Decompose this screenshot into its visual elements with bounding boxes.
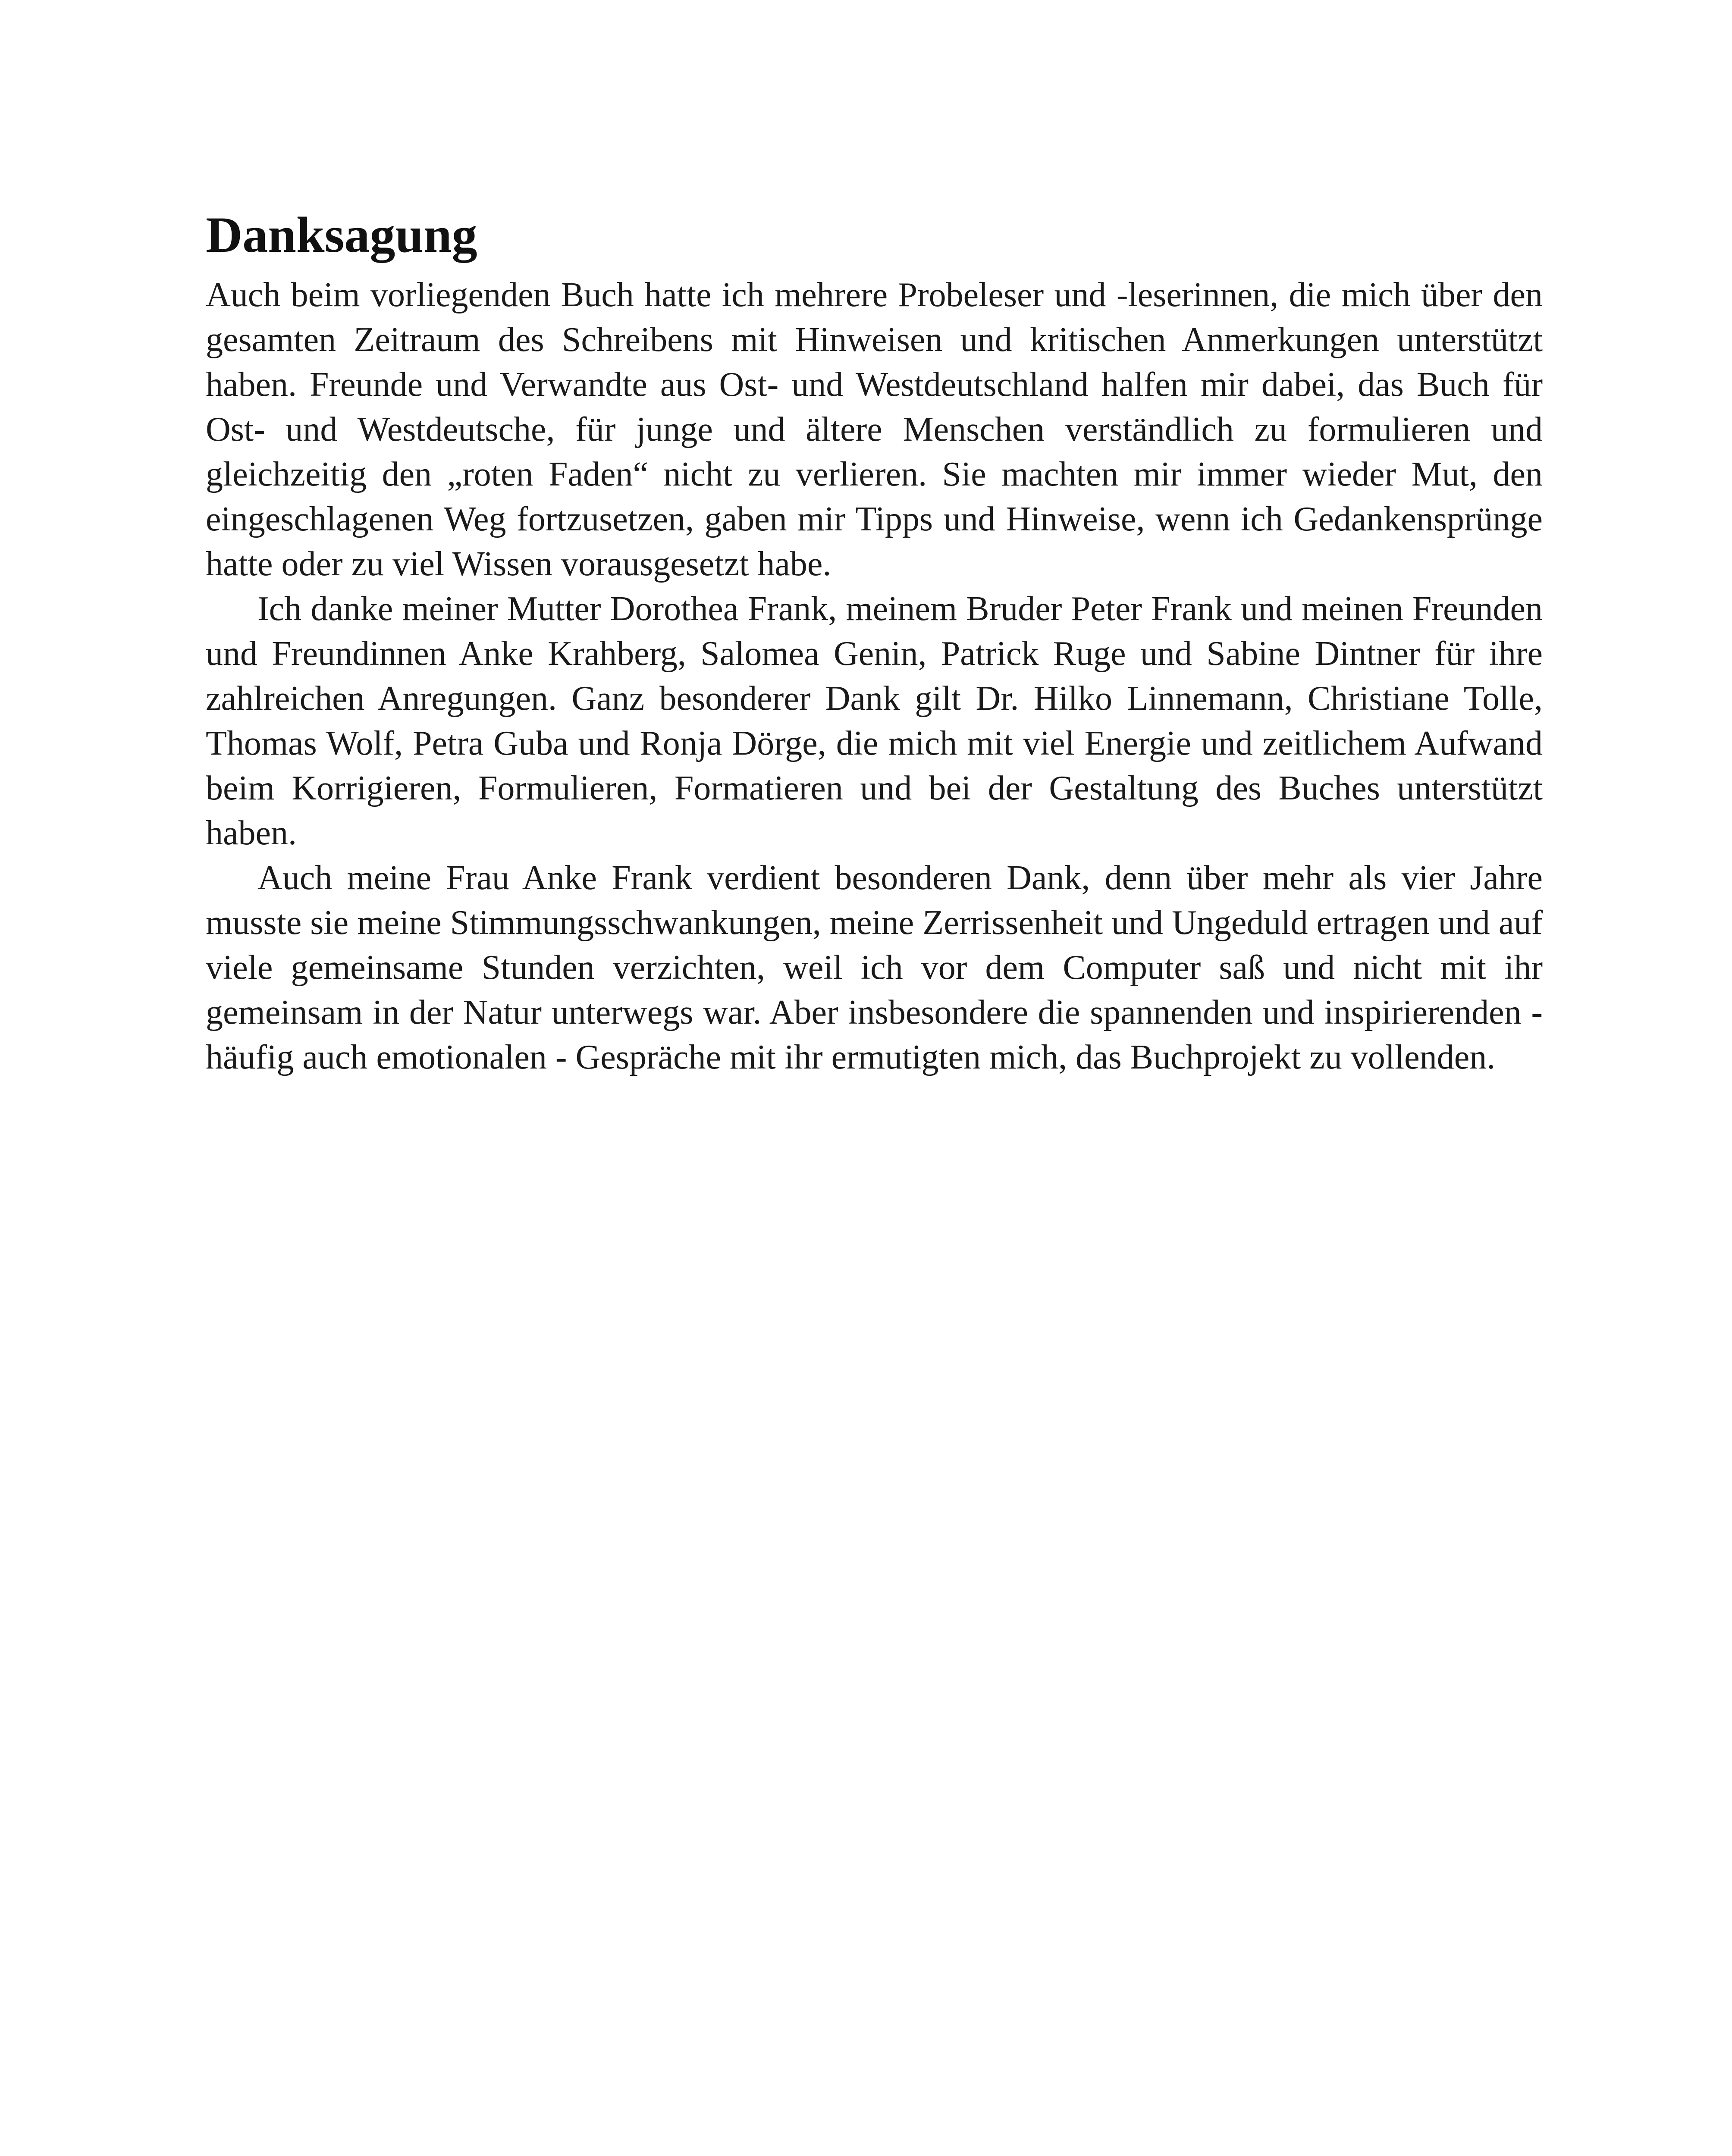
paragraph-2: Ich danke meiner Mutter Dorothea Frank, meinem Bruder Peter Frank und meinen Freunden und Freundinnen Anke Krahberg, Salomea Genin, Patrick Ruge und Sabine Dintner für ihre zahlreichen Anregungen. Ganz besonderer Dank gilt Dr. Hilko Linnemann, Christiane Tolle, Thomas Wolf, Petra Guba und Ronja Dörge, die mich mit viel Energie und zeitlichem Aufwand beim Korrigieren, Formulieren, Formatieren und bei der Gestaltung des Buches unterstützt haben.	[206, 590, 1543, 852]
page-content	[206, 203, 1543, 1080]
paragraph-3: Auch meine Frau Anke Frank verdient besonderen Dank, denn über mehr als vier Jahre musste sie meine Stimmungsschwankungen, meine Zerrissenheit und Ungeduld ertragen und auf viele gemeinsame Stunden verzichten, weil ich vor dem Computer saß und nicht mit ihr gemeinsam in der Natur unterwegs war. Aber insbesondere die spannenden und inspirierenden - häufig auch emotionalen - Gespräche mit ihr ermutigten mich, das Buchprojekt zu vollenden.	[206, 859, 1543, 1076]
paragraph-1: Auch beim vorliegenden Buch hatte ich mehrere Probeleser und -leserinnen, die mich über den gesamten Zeitraum des Schreibens mit Hinweisen und kritischen Anmerkungen unterstützt haben. Freunde und Verwandte aus Ost- und Westdeutschland halfen mir dabei, das Buch für Ost- und Westdeutsche, für junge und ältere Menschen verständlich zu formulieren und gleichzeitig den „roten Faden“ nicht zu verlieren. Sie machten mir immer wieder Mut, den eingeschlagenen Weg fortzusetzen, gaben mir Tipps und Hinweise, wenn ich Gedankensprünge hatte oder zu viel Wissen vorausgesetzt habe.	[206, 276, 1543, 583]
page-title: Danksagung	[206, 207, 477, 263]
